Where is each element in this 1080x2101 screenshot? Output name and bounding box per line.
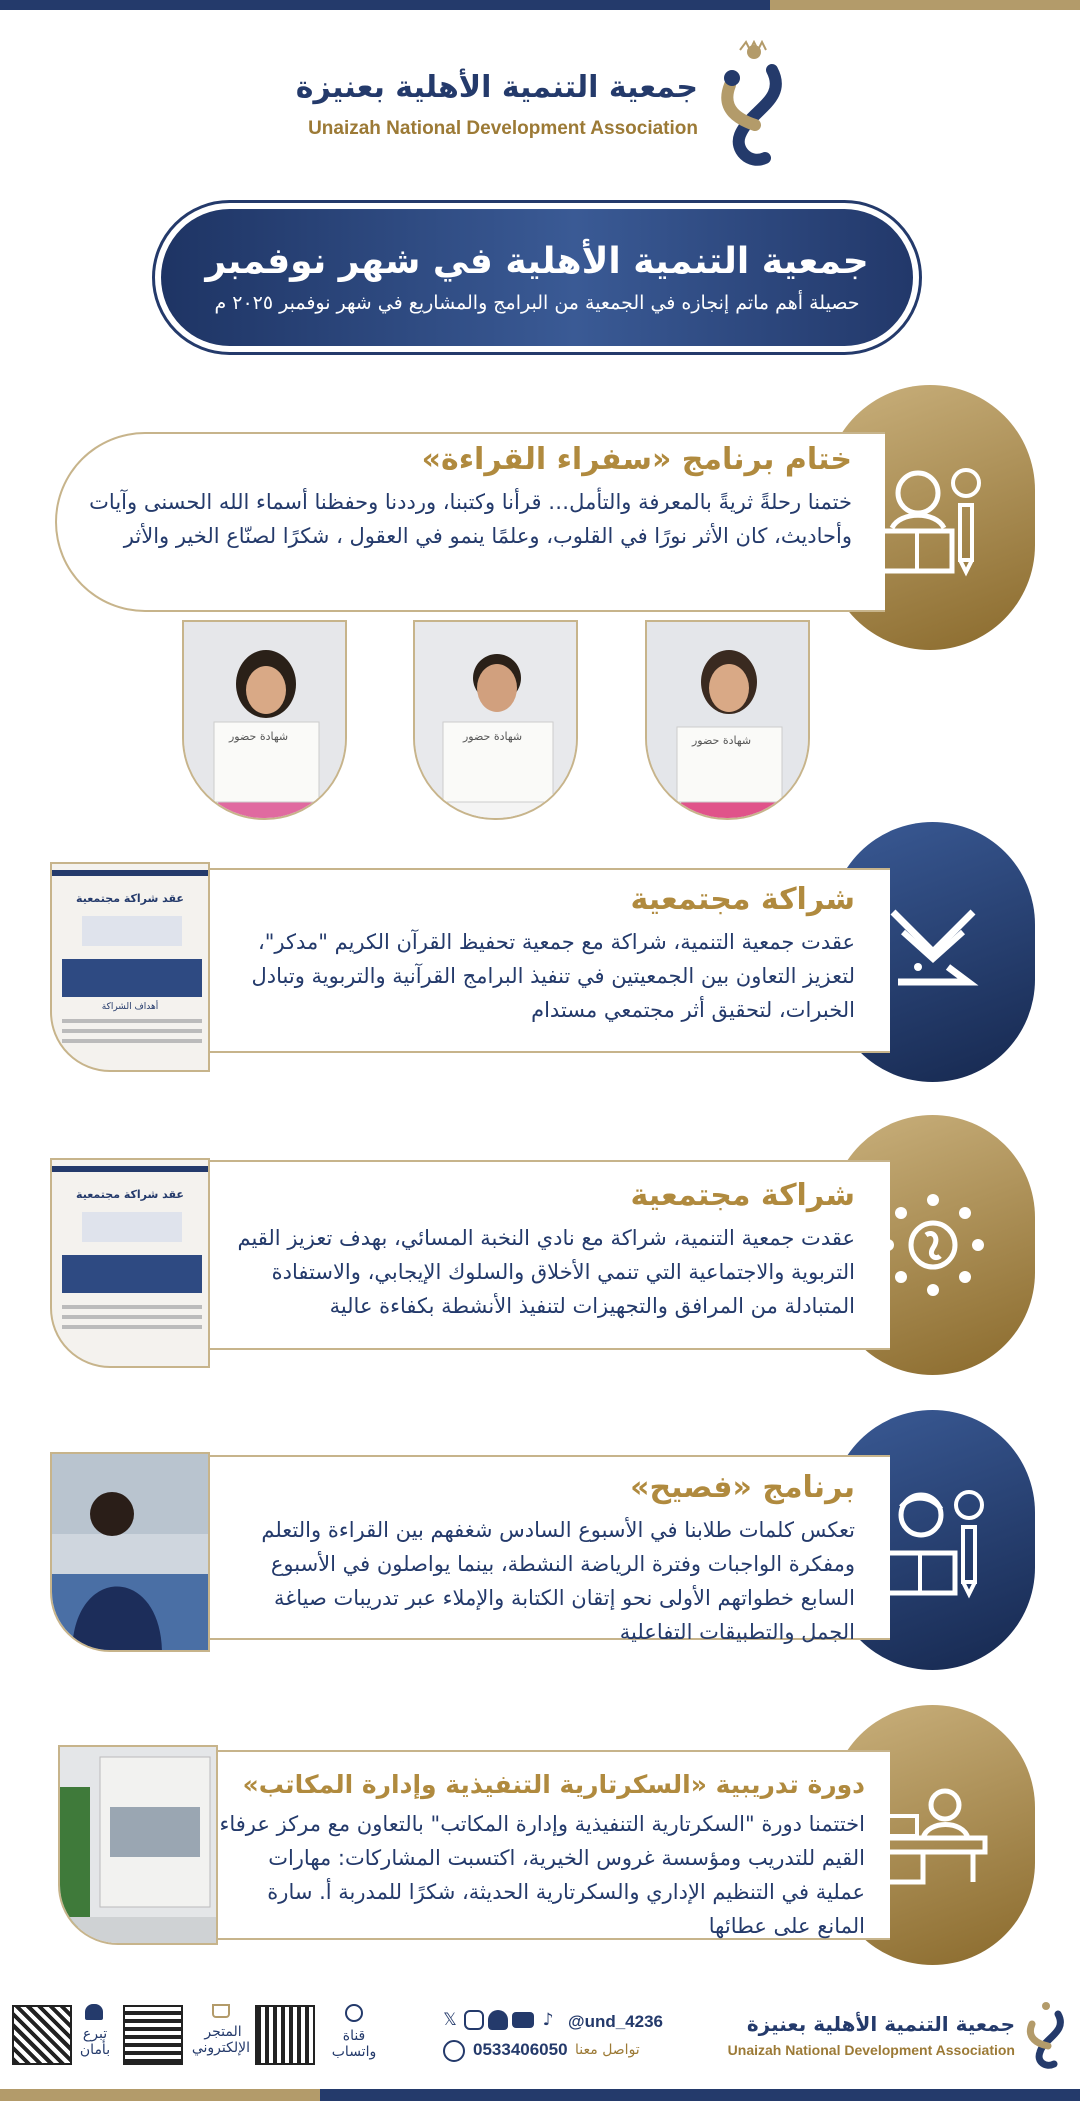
- header: [270, 40, 790, 170]
- cart-icon: [212, 2004, 230, 2018]
- doc-title: عقد شراكة مجتمعية: [76, 892, 184, 905]
- photo-fasih-student: [50, 1452, 210, 1652]
- social-icons: [440, 2010, 564, 2034]
- org-name-english: Unaizah National Development Association: [308, 118, 698, 139]
- chat-icon: [345, 2004, 363, 2022]
- section-2-title: شراكة مجتمعية: [630, 882, 855, 917]
- footer-phone[interactable]: 0533406050: [473, 2040, 568, 2059]
- photo-student-1: [645, 620, 810, 820]
- student-reading-icon: [873, 1475, 993, 1605]
- section-3-text: [215, 1178, 855, 1323]
- youtube-icon[interactable]: [512, 2012, 534, 2028]
- office-desk-icon: [873, 1780, 993, 1890]
- certificate-label: شهادة حضور: [692, 734, 752, 747]
- section-1-text: [82, 442, 852, 553]
- certificate-label: شهادة حضور: [229, 730, 289, 743]
- section-4-title: برنامج «فصيح»: [630, 1470, 855, 1505]
- section-5-title: دورة تدريبية «السكرتارية التنفيذية وإدارة المكاتب»: [242, 1770, 865, 1799]
- photo-student-2: [413, 620, 578, 820]
- snapchat-icon[interactable]: [488, 2010, 508, 2030]
- section-1-body: ختمنا رحلةً ثريةً بالمعرفة والتأمل… قرأنا وكتبنا، ورددنا وحفظنا أسماء الله الحسنى وآيات وأحاديث، كان الأثر نورًا في القلوب، وعلمًا ينمو في العقول ، شكرًا لصنّاع الخير والأثر: [89, 490, 852, 548]
- footer-handle[interactable]: @und_4236: [568, 2012, 664, 2031]
- photo-student-3: [182, 620, 347, 820]
- contact-label: تواصل معنا: [575, 2042, 640, 2058]
- tiktok-icon[interactable]: ♪: [542, 2010, 554, 2030]
- doc-title: عقد شراكة مجتمعية: [76, 1188, 184, 1201]
- org-name-arabic: جمعية التنمية الأهلية بعنيزة: [295, 70, 698, 105]
- community-circle-icon: [878, 1190, 988, 1300]
- qr-code-whatsapp[interactable]: [255, 2005, 315, 2065]
- footer-org-english: Unaizah National Development Association: [727, 2042, 1015, 2058]
- banner-subtitle: حصيلة أهم ماتم إنجازه في الجمعية من البرامج والمشاريع في شهر نوفمبر ٢٠٢٥ م: [214, 292, 860, 314]
- footer-org-arabic: جمعية التنمية الأهلية بعنيزة: [746, 2012, 1015, 2036]
- section-1-title: ختام برنامج «سفراء القراءة»: [421, 442, 852, 477]
- banner-title: جمعية التنمية الأهلية في شهر نوفمبر: [205, 241, 869, 282]
- top-accent-bar: [0, 0, 1080, 10]
- instagram-icon[interactable]: [464, 2010, 484, 2030]
- donate-icon: [85, 2004, 103, 2020]
- section-4-body: تعكس كلمات طلابنا في الأسبوع السادس شغفهم بين القراءة والتعلم ومفكرة الواجبات وفترة الرياضة النشطة، بينما يواصلون في الأسبوع السابع خطواتهم الأولى نحو إتقان الكتابة والإملاء عبر تدريبات صياغة الجمل والتطبيقات التفاعلية: [261, 1518, 855, 1644]
- section-4-text: [215, 1470, 855, 1649]
- doc-goals: أهداف الشراكة: [101, 1002, 159, 1012]
- section-2-body: عقدت جمعية التنمية، شراكة مع جمعية تحفيظ القرآن الكريم "مدكر"، لتعزيز التعاون بين الجمعيتين في تنفيذ البرامج القرآنية والتربوية وتبادل الخبرات، لتحقيق أثر مجتمعي مستدام: [251, 930, 855, 1022]
- certificate-label: شهادة حضور: [463, 730, 523, 743]
- section-5-text: [215, 1770, 865, 1943]
- photo-secretarial-course: [58, 1745, 218, 1945]
- qr-code-donate[interactable]: [12, 2005, 72, 2065]
- association-logo-icon: [710, 40, 790, 170]
- partnership-document-1: [50, 862, 210, 1072]
- footer-logo-icon: [1020, 2000, 1070, 2070]
- section-3-body: عقدت جمعية التنمية، شراكة مع نادي النخبة المسائي، بهدف تعزيز القيم التربوية والاجتماعية التي تنمي الأخلاق والسلوك الإيجابي، والاستفادة المتبادلة من المرافق والتجهيزات لتنفيذ الأنشطة بكفاءة عالية: [237, 1226, 855, 1318]
- footer: [0, 1990, 1080, 2090]
- medkar-logo-icon: [878, 897, 988, 1007]
- reader-icon: [870, 453, 990, 583]
- section-3-title: شراكة مجتمعية: [630, 1178, 855, 1213]
- donate-label: تبرع بأمان: [79, 2026, 111, 2058]
- whatsapp-channel-label: قناة واتساب: [331, 2028, 377, 2060]
- store-label: المتجر الإلكتروني: [191, 2024, 250, 2056]
- x-icon[interactable]: 𝕏: [443, 2010, 457, 2030]
- section-2-text: [215, 882, 855, 1027]
- partnership-document-2: [50, 1158, 210, 1368]
- whatsapp-icon[interactable]: [443, 2040, 465, 2062]
- title-banner: [152, 200, 922, 355]
- section-5-body: اختتمنا دورة "السكرتارية التنفيذية وإدارة المكاتب" بالتعاون مع مركز عرفاء القيم للتدريب ومؤسسة غروس الخيرية، اكتسبت المشاركات: مهارات عملية في التنظيم الإداري والسكرتارية الحديثة، شكرًا للمدربة أ. سارة المانع على عطائها: [219, 1812, 865, 1938]
- qr-code-store[interactable]: [123, 2005, 183, 2065]
- bottom-accent-bar: [0, 2089, 1080, 2101]
